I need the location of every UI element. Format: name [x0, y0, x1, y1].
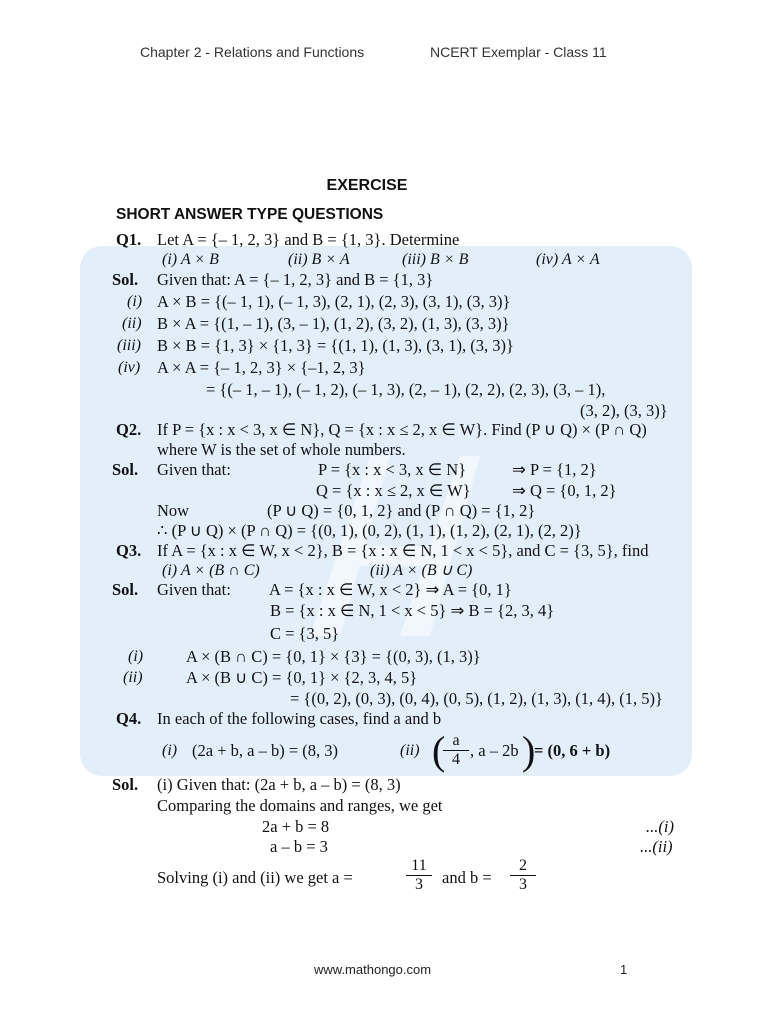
q2-tag: Q2. — [116, 420, 142, 439]
q1-text: Let A = {– 1, 2, 3} and B = {1, 3}. Determine — [157, 230, 460, 249]
q4-fraction — [443, 732, 469, 769]
s2-now: Now — [157, 501, 190, 520]
header-book: NCERT Exemplar - Class 11 — [430, 44, 607, 60]
s1-line-ii: B × A = {(1, – 1), (3, – 1), (1, 2), (3, 2), (1, 3), (3, 3)} — [157, 314, 510, 333]
s1-line-iv: A × A = {– 1, 2, 3} × {–1, 2, 3} — [157, 358, 366, 377]
s3-c-def: C = {3, 5} — [270, 624, 340, 643]
s4-eq-1-ref: ...(i) — [646, 817, 674, 836]
q1-tag: Q1. — [116, 230, 142, 249]
s1-tag: Sol. — [112, 270, 139, 289]
s3-line-ii: A × (B ∪ C) = {0, 1} × {2, 3, 4, 5} — [186, 668, 418, 687]
s1-label-iv: (iv) — [118, 359, 141, 376]
s3-line-ii-cont: = {(0, 2), (0, 3), (0, 4), (0, 5), (1, 2), (1, 3), (1, 4), (1, 5)} — [290, 689, 663, 708]
s4-line-2: Comparing the domains and ranges, we get — [157, 796, 443, 815]
s4-b-fraction — [510, 857, 536, 894]
q4-part-i: (2a + b, a – b) = (8, 3) — [192, 741, 338, 760]
s4-eq-2-ref: ...(ii) — [640, 837, 673, 856]
s3-line-i: A × (B ∩ C) = {0, 1} × {3} = {(0, 3), (1, 3)} — [186, 647, 481, 666]
q3-part-i: (i) A × (B ∩ C) — [162, 562, 260, 579]
s1-line-iii: B × B = {1, 3} × {1, 3} = {(1, 1), (1, 3), (3, 1), (3, 3)} — [157, 336, 514, 355]
s4-a-num: 11 — [406, 857, 432, 876]
q4-part-ii: , a – 2b — [470, 741, 519, 760]
q1-part-iv: (iv) A × A — [536, 251, 600, 268]
s1-label-ii: (ii) — [122, 315, 142, 332]
s4-b-den: 3 — [519, 876, 527, 893]
s4-solving: Solving (i) and (ii) we get a = — [157, 868, 353, 887]
s4-eq-2: a – b = 3 — [270, 837, 328, 856]
s3-a-def: A = {x : x ∈ W, x < 2} ⇒ A = {0, 1} — [269, 580, 512, 599]
s4-tag: Sol. — [112, 775, 139, 794]
s4-a-fraction — [406, 857, 432, 894]
s4-b-num: 2 — [510, 857, 536, 876]
s3-given: Given that: — [157, 580, 231, 599]
page-number: 1 — [620, 962, 628, 977]
q4-frac-num: a — [443, 732, 469, 751]
s4-a-den: 3 — [415, 876, 423, 893]
page-title: EXERCISE — [326, 177, 408, 194]
s2-p-def: P = {x : x < 3, x ∈ N} — [318, 460, 467, 479]
q2-line-2: where W is the set of whole numbers. — [157, 440, 406, 459]
q3-tag: Q3. — [116, 541, 142, 560]
s4-eq-1: 2a + b = 8 — [262, 817, 330, 836]
q4-part-i-label: (i) — [162, 742, 178, 759]
s2-tag: Sol. — [112, 460, 139, 479]
section-heading: SHORT ANSWER TYPE QUESTIONS — [116, 206, 384, 223]
q4-paren-open-icon: ( — [432, 728, 446, 773]
q2-line-1: If P = {x : x < 3, x ∈ N}, Q = {x : x ≤ 2, x ∈ W}. Find (P ∪ Q) × (P ∩ Q) — [157, 420, 647, 439]
q4-part-ii-label: (ii) — [400, 742, 420, 759]
q4-tag: Q4. — [116, 709, 142, 728]
s1-given: Given that: A = {– 1, 2, 3} and B = {1, 3} — [157, 270, 434, 289]
q4-part-ii-rhs: = (0, 6 + b) — [534, 741, 611, 760]
s2-given: Given that: — [157, 460, 231, 479]
footer-site-link[interactable]: www.mathongo.com — [314, 962, 432, 977]
q1-part-i: (i) A × B — [162, 251, 219, 268]
header-chapter: Chapter 2 - Relations and Functions — [140, 44, 365, 60]
q3-text: If A = {x : x ∈ W, x < 2}, B = {x : x ∈ N, 1 < x < 5}, and C = {3, 5}, find — [157, 541, 649, 560]
s2-p-result: ⇒ P = {1, 2} — [512, 460, 597, 479]
s1-line-iv-cont: = {(– 1, – 1), (– 1, 2), (– 1, 3), (2, – 1), (2, 2), (2, 3), (3, – 1), — [206, 380, 606, 399]
s2-now-rest: (P ∪ Q) = {0, 1, 2} and (P ∩ Q) = {1, 2} — [267, 501, 536, 520]
s4-line-1: (i) Given that: (2a + b, a – b) = (8, 3) — [157, 775, 401, 794]
s3-tag: Sol. — [112, 580, 139, 599]
s2-therefore: ∴ (P ∪ Q) × (P ∩ Q) = {(0, 1), (0, 2), (1, 1), (1, 2), (2, 1), (2, 2)} — [157, 521, 582, 540]
s1-line-iv-end: (3, 2), (3, 3)} — [580, 401, 668, 420]
s2-q-def: Q = {x : x ≤ 2, x ∈ W} — [316, 481, 471, 500]
s2-q-result: ⇒ Q = {0, 1, 2} — [512, 481, 617, 500]
s1-label-iii: (iii) — [117, 337, 141, 354]
s3-label-i: (i) — [128, 648, 144, 665]
q4-paren-close-icon: ) — [522, 728, 536, 773]
s3-label-ii: (ii) — [123, 669, 143, 686]
s3-b-def: B = {x : x ∈ N, 1 < x < 5} ⇒ B = {2, 3, 4} — [270, 601, 555, 620]
q4-text: In each of the following cases, find a and b — [157, 709, 442, 728]
s1-label-i: (i) — [127, 293, 143, 310]
q3-part-ii: (ii) A × (B ∪ C) — [370, 562, 473, 579]
q4-frac-den: 4 — [452, 751, 460, 768]
q1-part-ii: (ii) B × A — [288, 251, 350, 268]
q1-part-iii: (iii) B × B — [402, 251, 469, 268]
s1-line-i: A × B = {(– 1, 1), (– 1, 3), (2, 1), (2, 3), (3, 1), (3, 3)} — [157, 292, 511, 311]
s4-and-b: and b = — [442, 868, 492, 887]
